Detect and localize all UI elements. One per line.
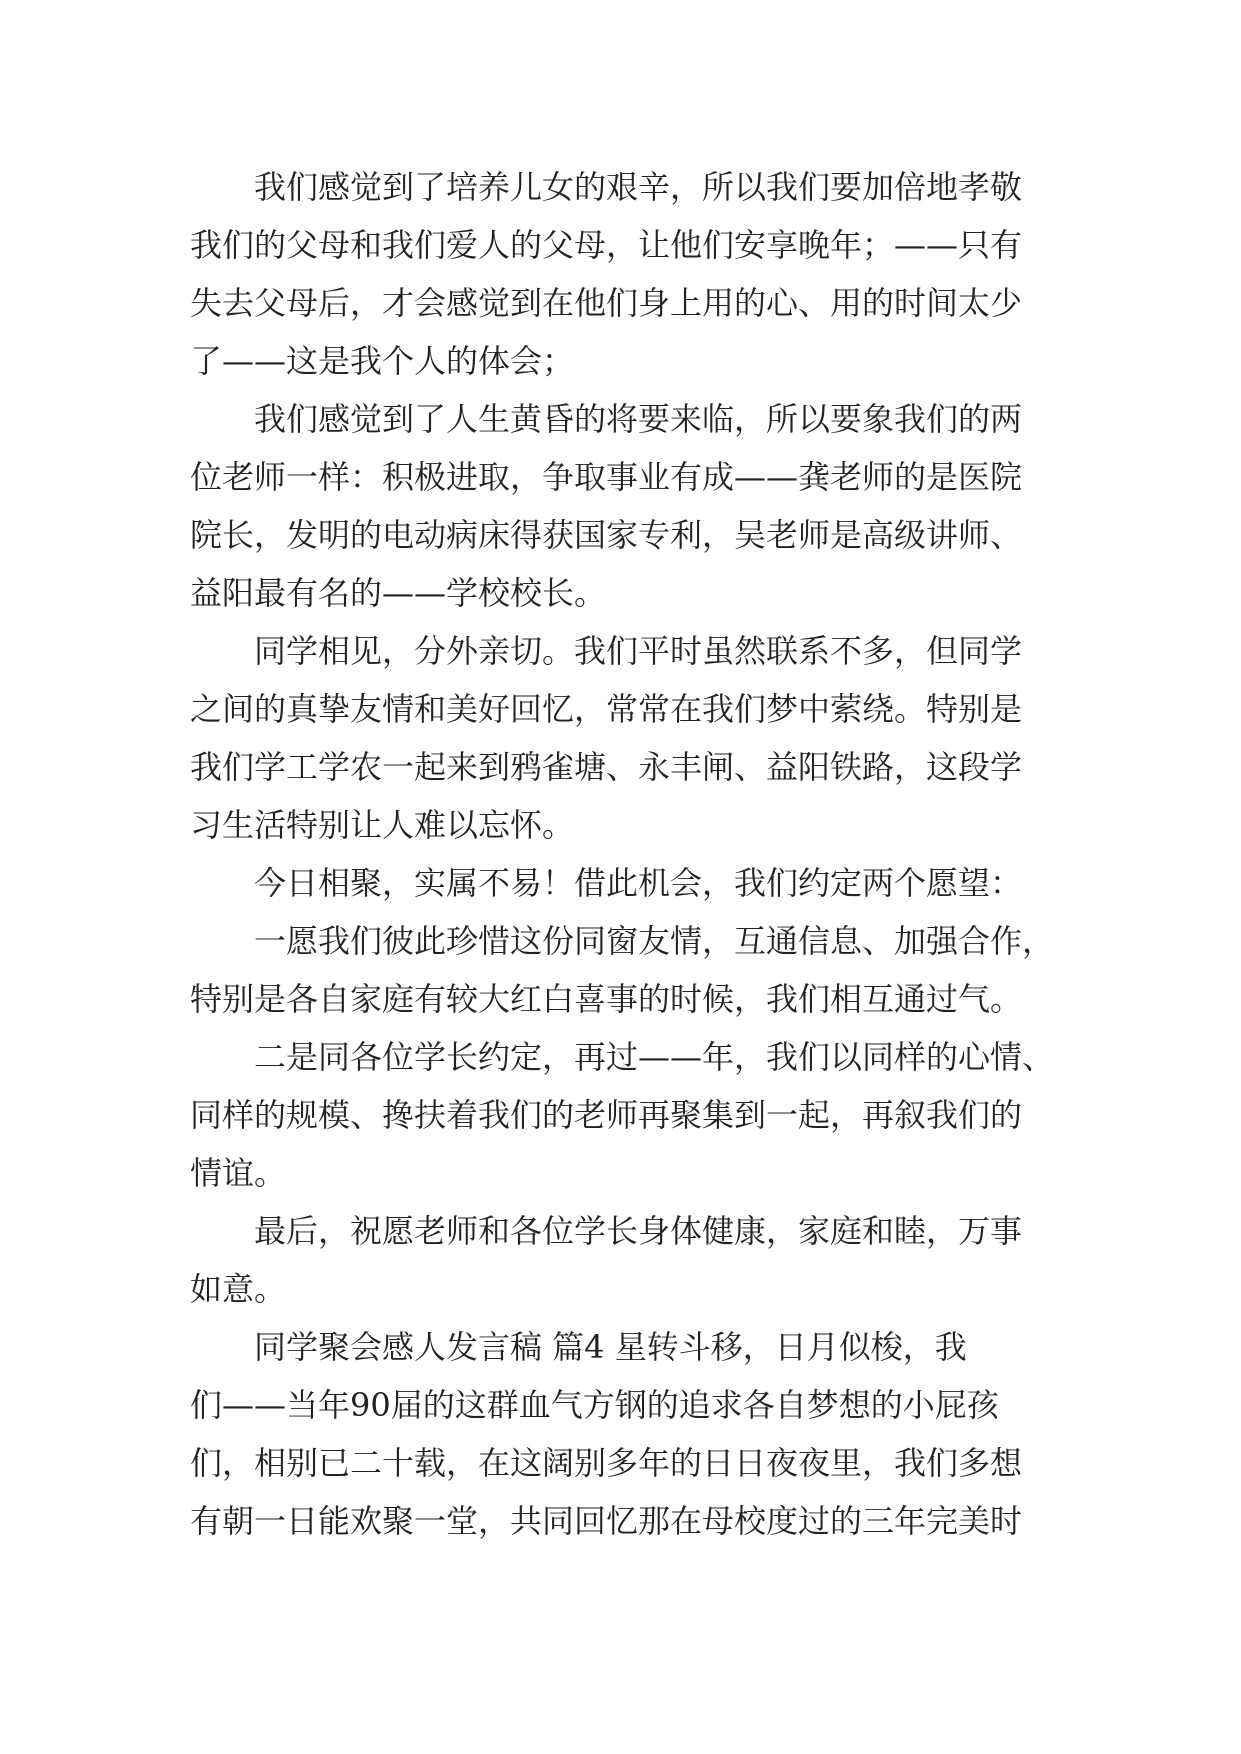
text-line: 我们感觉到了培养儿女的艰辛，所以我们要加倍地孝敬	[254, 168, 1023, 206]
text-line: 一愿我们彼此珍惜这份同窗友情，互通信息、加强合作，	[254, 922, 1055, 960]
text-line: 如意。	[190, 1270, 287, 1308]
text-line: 我们的父母和我们爱人的父母，让他们安享晚年；——只有	[190, 226, 1023, 264]
text-line: 同学聚会感人发言稿 篇4 星转斗移，日月似梭，我	[254, 1328, 967, 1366]
text-line: 失去父母后，才会感觉到在他们身上用的心、用的时间太少	[190, 284, 1023, 322]
text-line: 院长，发明的电动病床得获国家专利，吴老师是高级讲师、	[190, 516, 1023, 554]
text-line: 情谊。	[190, 1154, 287, 1192]
text-line: 同学相见，分外亲切。我们平时虽然联系不多，但同学	[254, 632, 1023, 670]
text-line: 二是同各位学长约定，再过——年，我们以同样的心情、	[254, 1038, 1055, 1076]
text-line: 习生活特别让人难以忘怀。	[190, 806, 575, 844]
text-line: 益阳最有名的——学校校长。	[190, 574, 607, 612]
text-line: 今日相聚，实属不易！借此机会，我们约定两个愿望：	[254, 864, 1023, 902]
text-line: 我们感觉到了人生黄昏的将要来临，所以要象我们的两	[254, 400, 1023, 438]
text-line: 们——当年90届的这群血气方钢的追求各自梦想的小屁孩	[190, 1386, 999, 1424]
text-line: 之间的真挚友情和美好回忆，常常在我们梦中萦绕。特别是	[190, 690, 1023, 728]
text-line: 有朝一日能欢聚一堂，共同回忆那在母校度过的三年完美时	[190, 1502, 1023, 1540]
text-line: 我们学工学农一起来到鸦雀塘、永丰闸、益阳铁路，这段学	[190, 748, 1023, 786]
text-line: 位老师一样：积极进取，争取事业有成——龚老师的是医院	[190, 458, 1023, 496]
text-line: 特别是各自家庭有较大红白喜事的时候，我们相互通过气。	[190, 980, 1023, 1018]
text-line: 们，相别已二十载，在这阔别多年的日日夜夜里，我们多想	[190, 1444, 1023, 1482]
text-line: 最后，祝愿老师和各位学长身体健康，家庭和睦，万事	[254, 1212, 1023, 1250]
text-line: 了——这是我个人的体会；	[190, 342, 575, 380]
document-body	[190, 158, 1070, 1550]
text-line: 同样的规模、搀扶着我们的老师再聚集到一起，再叙我们的	[190, 1096, 1023, 1134]
